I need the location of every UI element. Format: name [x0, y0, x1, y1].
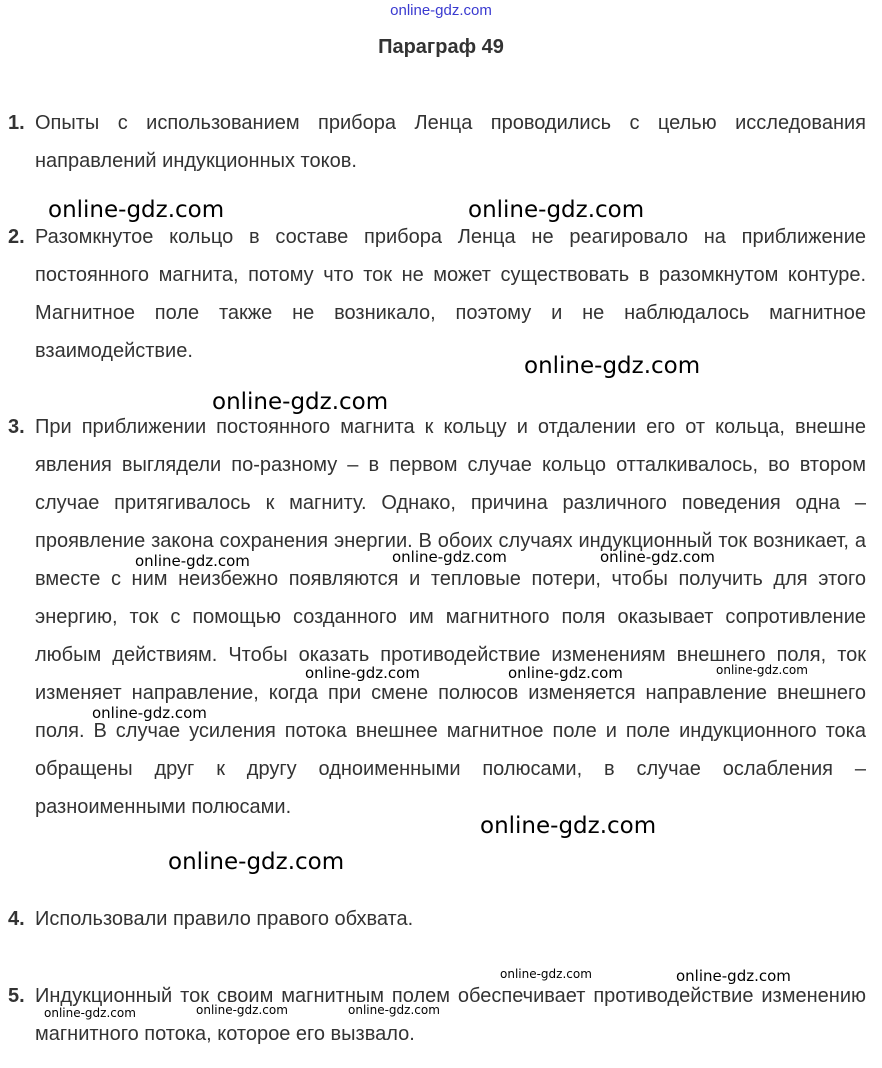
watermark: online-gdz.com [600, 548, 715, 566]
item-text: Использовали правило правого обхвата. [35, 908, 414, 930]
item-text: Индукционный ток своим магнитным полем обеспечивает противодействие изменению магнитного потока, которое его вызвало. [35, 985, 866, 1045]
watermark: online-gdz.com [348, 1003, 440, 1017]
watermark: online-gdz.com [196, 1003, 288, 1017]
watermark: online-gdz.com [468, 197, 645, 223]
watermark: online-gdz.com [44, 1006, 136, 1020]
answer-item-2 [8, 218, 866, 370]
item-text: Опыты с использованием прибора Ленца проводились с целью исследования направлений индукционных токов. [35, 112, 866, 172]
item-text: При приближении постоянного магнита к кольцу и отдалении его от кольца, внешне явления выглядели по-разному – в первом случае кольцо отталкивалось, во втором случае притягивалось к магниту. Однако, причина различного поведения одна – проявление закона сохранения энергии. В обоих случаях индукционный ток возникает, а вместе с ним неизбежно появляются и тепловые потери, чтобы получить для этого энергию, ток с помощью созданного им магнитного поля оказывает сопротивление любым действиям. Чтобы оказать противодействие изменениям внешнего поля, ток изменяет направление, когда при смене полюсов изменяется направление внешнего поля. В случае усиления потока внешнее магнитное поле и поле индукционного тока обращены друг к другу одноименными полюсами, в случае ослабления – разноименными полюсами. [35, 416, 866, 818]
page-title: Параграф 49 [378, 36, 504, 58]
watermark: online-gdz.com [524, 353, 701, 379]
watermark: online-gdz.com [212, 389, 389, 415]
watermark: online-gdz.com [480, 813, 657, 839]
answer-item-1 [8, 104, 866, 180]
watermark: online-gdz.com [500, 967, 592, 981]
watermark: online-gdz.com [48, 197, 225, 223]
site-watermark-top: online-gdz.com [390, 2, 492, 19]
item-number: 2. [8, 226, 25, 248]
watermark: online-gdz.com [168, 849, 345, 875]
watermark: online-gdz.com [92, 704, 207, 722]
item-text: Разомкнутое кольцо в составе прибора Ленца не реагировало на приближение постоянного магнита, потому что ток не может существовать в разомкнутом контуре. Магнитное поле также не возникало, поэтому и не наблюдалось магнитное взаимодействие. [35, 226, 866, 362]
item-number: 3. [8, 416, 25, 438]
answer-item-3 [8, 408, 866, 826]
watermark: online-gdz.com [508, 664, 623, 682]
answer-item-5 [8, 977, 866, 1053]
watermark: online-gdz.com [135, 552, 250, 570]
watermark: online-gdz.com [392, 548, 507, 566]
item-number: 1. [8, 112, 25, 134]
watermark: online-gdz.com [716, 663, 808, 677]
item-number: 5. [8, 985, 25, 1007]
watermark: online-gdz.com [305, 664, 420, 682]
item-number: 4. [8, 908, 25, 930]
watermark: online-gdz.com [676, 967, 791, 985]
answer-item-4 [8, 900, 866, 938]
